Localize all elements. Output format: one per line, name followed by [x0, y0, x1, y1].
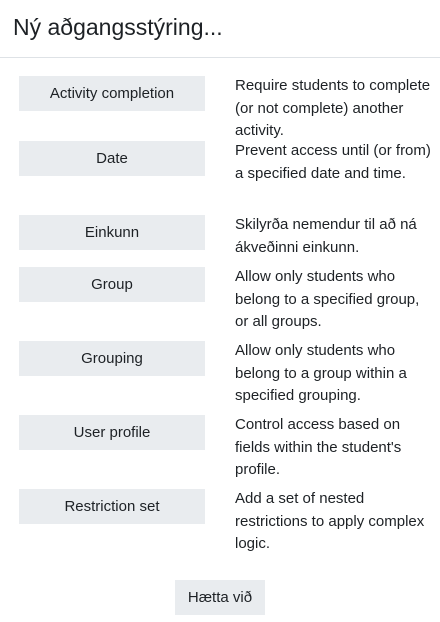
- grouping-description: Allow only students who belong to a group within a specified grouping.: [235, 342, 407, 404]
- dialog-header: [0, 0, 440, 58]
- grade-button[interactable]: Einkunn: [19, 215, 205, 250]
- user-profile-description: Control access based on fields within the student's profile.: [235, 416, 402, 478]
- dialog-title: Ný aðgangsstýring...: [13, 14, 223, 40]
- activity-completion-button[interactable]: Activity completion: [19, 76, 205, 111]
- group-button[interactable]: Group: [19, 267, 205, 302]
- activity-completion-description: Require students to complete (or not complete) another activity.: [235, 77, 431, 139]
- date-description: Prevent access until (or from) a specified date and time.: [235, 142, 431, 182]
- cancel-button[interactable]: Hætta við: [175, 580, 265, 615]
- grade-description: Skilyrða nemendur til að ná ákveðinni einkunn.: [235, 216, 417, 256]
- user-profile-button[interactable]: User profile: [19, 415, 205, 450]
- restriction-set-description: Add a set of nested restrictions to apply complex logic.: [235, 490, 425, 552]
- restriction-set-button[interactable]: Restriction set: [19, 489, 205, 524]
- grouping-button[interactable]: Grouping: [19, 341, 205, 376]
- group-description: Allow only students who belong to a specified group, or all groups.: [235, 268, 420, 330]
- date-button[interactable]: Date: [19, 141, 205, 176]
